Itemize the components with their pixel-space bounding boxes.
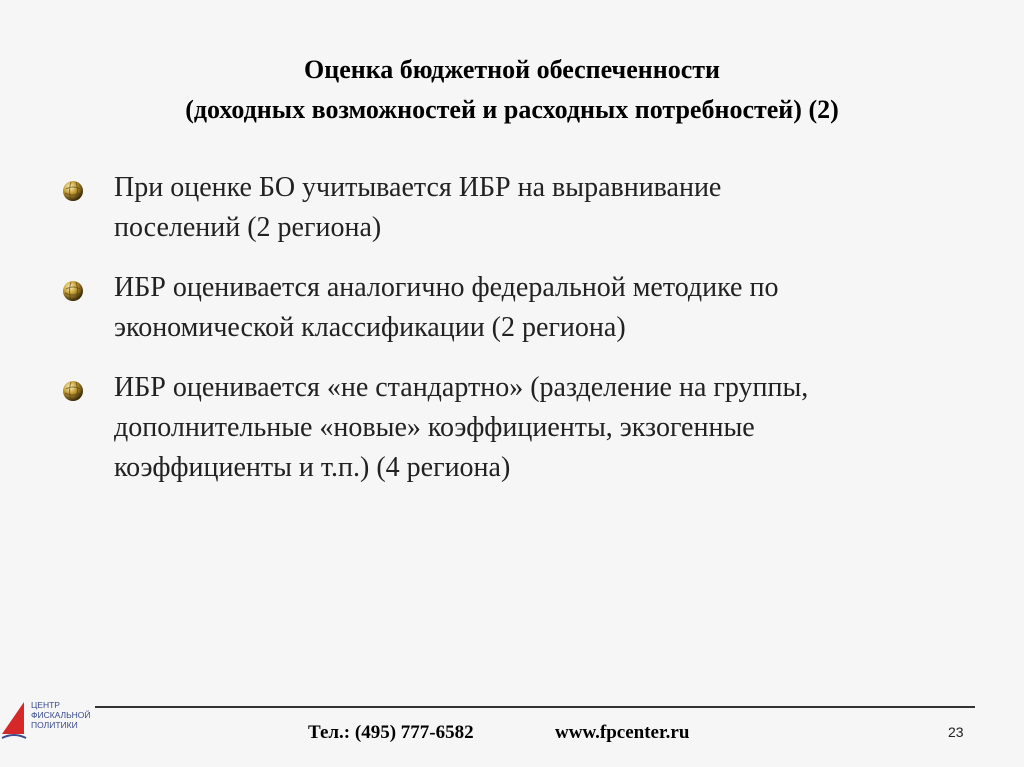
bullet-1-line-2: поселений (2 региона) — [114, 212, 382, 243]
bullet-3-line-1: ИБР оценивается «не стандартно» (разделение на группы, — [114, 372, 809, 403]
logo-text-line-1: ЦЕНТР — [31, 700, 60, 710]
footer-divider — [95, 706, 975, 708]
bullet-3-line-2: дополнительные «новые» коэффициенты, экзогенные — [114, 412, 755, 443]
fiscal-policy-center-logo — [0, 690, 100, 750]
bullet-2-line-1: ИБР оценивается аналогично федеральной методике по — [114, 272, 779, 303]
bullet-list — [62, 168, 992, 508]
bullet-item-3 — [62, 368, 992, 488]
page-number: 23 — [948, 724, 964, 740]
footer-phone: Тел.: (495) 777-6582 — [308, 722, 474, 743]
bullet-1-line-1: При оценке БО учитывается ИБР на выравнивание — [114, 172, 722, 203]
bullet-item-2 — [62, 268, 992, 348]
slide-title — [40, 50, 984, 130]
gold-sphere-bullet-icon — [62, 180, 84, 202]
title-line-1: Оценка бюджетной обеспеченности — [303, 55, 720, 84]
logo-text-line-3: ПОЛИТИКИ — [31, 720, 78, 730]
bullet-2-line-2: экономической классификации (2 региона) — [114, 312, 626, 343]
bullet-3-line-3: коэффициенты и т.п.) (4 региона) — [114, 452, 511, 483]
gold-sphere-bullet-icon — [62, 380, 84, 402]
gold-sphere-bullet-icon — [62, 280, 84, 302]
fiscal-policy-center-logo-icon — [0, 694, 32, 746]
footer-website-link[interactable]: www.fpcenter.ru — [555, 722, 690, 743]
logo-text-line-2: ФИСКАЛЬНОЙ — [31, 710, 91, 720]
bullet-item-1 — [62, 168, 992, 248]
title-line-2: (доходных возможностей и расходных потребностей) (2) — [185, 95, 839, 124]
logo-text — [31, 700, 91, 730]
